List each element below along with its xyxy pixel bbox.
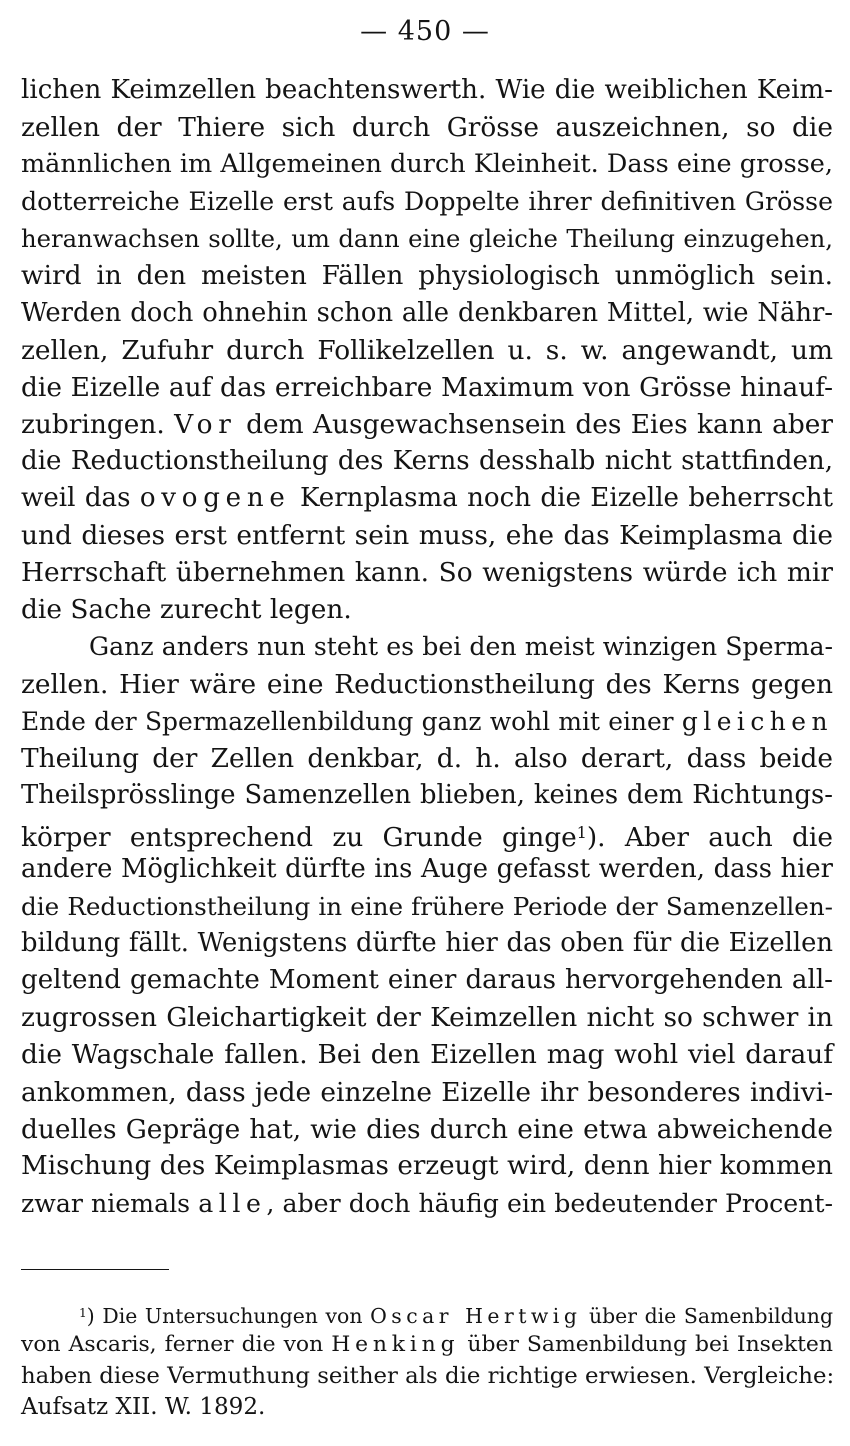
- text-line: Werden doch ohnehin schon alle denkbaren Mittel, wie Nähr-: [21, 297, 833, 328]
- footnote-marker: 1: [576, 822, 587, 842]
- spaced-emphasis: ovogene: [139, 483, 291, 514]
- text-line: Ganz anders nun steht es bei den meist winzigen Sperma-: [89, 632, 833, 662]
- text-line: zellen. Hier wäre eine Reductionstheilung des Kerns gegen: [21, 668, 833, 700]
- footnote: [21, 1298, 833, 1423]
- spaced-emphasis: gleichen: [681, 706, 833, 736]
- text-line: körper entsprechend zu Grunde ginge$^1$). Aber auch die: [21, 821, 833, 853]
- body-text: [21, 72, 833, 1222]
- text-line: die Sache zurecht legen.: [21, 594, 352, 626]
- text-line: wird in den meisten Fällen physiologisch unmöglich sein.: [21, 260, 833, 292]
- text-line: zubringen. Vor dem Ausgewachsensein des Eies kann aber: [21, 408, 833, 440]
- text-line: und dieses erst entfernt sein muss, ehe das Keimplasma die: [21, 520, 833, 552]
- text-line: ankommen, dass jede einzelne Eizelle ihr besonderes indivi-: [21, 1076, 833, 1108]
- text-line: die Eizelle auf das erreichbare Maximum von Grösse hinauf-: [21, 371, 833, 403]
- text-line: heranwachsen sollte, um dann eine gleiche Theilung einzugehen,: [21, 224, 833, 254]
- footnote-marker: 1: [79, 1306, 87, 1320]
- page-number: — 450 —: [360, 16, 490, 47]
- footnote-line: $^1$) Die Untersuchungen von Oscar Hertwig über die Samenbildung: [79, 1304, 833, 1329]
- text-line: weil das ovogene Kernplasma noch die Eizelle beherrscht: [21, 483, 833, 514]
- footnote-line: von Ascaris, ferner die von Henking über Samenbildung bei Insekten: [21, 1332, 833, 1358]
- spaced-emphasis: Vor: [174, 408, 237, 440]
- text-line: die Reductionstheilung des Kerns desshalb nicht stattfinden,: [21, 445, 833, 476]
- spaced-emphasis: Oscar Hertwig: [370, 1304, 582, 1329]
- text-line: dotterreiche Eizelle erst aufs Doppelte ihrer definitiven Grösse: [21, 187, 833, 217]
- spaced-emphasis: alle: [198, 1188, 267, 1218]
- text-line: zellen der Thiere sich durch Grösse auszeichnen, so die: [21, 112, 833, 144]
- text-line: die Reductionstheilung in eine frühere Periode der Samenzellen-: [21, 892, 833, 922]
- text-line: Herrschaft übernehmen kann. So wenigstens würde ich mir: [21, 557, 833, 589]
- text-line: Ende der Spermazellenbildung ganz wohl mit einer gleichen: [21, 706, 833, 736]
- text-line: bildung fällt. Wenigstens dürfte hier das oben für die Eizellen: [21, 928, 833, 959]
- footnote-divider: [21, 1269, 169, 1270]
- text-line: Theilung der Zellen denkbar, d. h. also derart, dass beide: [21, 742, 833, 774]
- footnote-line: Aufsatz XII. W. 1892.: [21, 1393, 266, 1420]
- text-line: andere Möglichkeit dürfte ins Auge gefasst werden, dass hier: [21, 853, 833, 884]
- text-line: geltend gemachte Moment einer daraus hervorgehenden all-: [21, 965, 833, 996]
- text-line: zugrossen Gleichartigkeit der Keimzellen nicht so schwer in: [21, 1002, 833, 1034]
- text-line: männlichen im Allgemeinen durch Kleinheit. Dass eine grosse,: [21, 149, 833, 180]
- spaced-emphasis: Henking: [331, 1332, 460, 1358]
- text-line: Mischung des Keimplasmas erzeugt wird, denn hier kommen: [21, 1150, 833, 1181]
- text-line: lichen Keimzellen beachtenswerth. Wie die weiblichen Keim-: [21, 75, 833, 105]
- text-line: duelles Gepräge hat, wie dies durch eine etwa abweichende: [21, 1113, 833, 1145]
- text-line: die Wagschale fallen. Bei den Eizellen mag wohl viel darauf: [21, 1039, 833, 1071]
- text-line: Theilsprösslinge Samenzellen blieben, keines dem Richtungs-: [21, 779, 833, 810]
- text-line: zellen, Zufuhr durch Follikelzellen u. s. w. angewandt, um: [21, 334, 833, 366]
- footnote-line: haben diese Vermuthung seither als die richtige erwiesen. Vergleiche:: [21, 1362, 835, 1389]
- text-line: zwar niemals alle, aber doch häufig ein bedeutender Procent-: [21, 1188, 833, 1218]
